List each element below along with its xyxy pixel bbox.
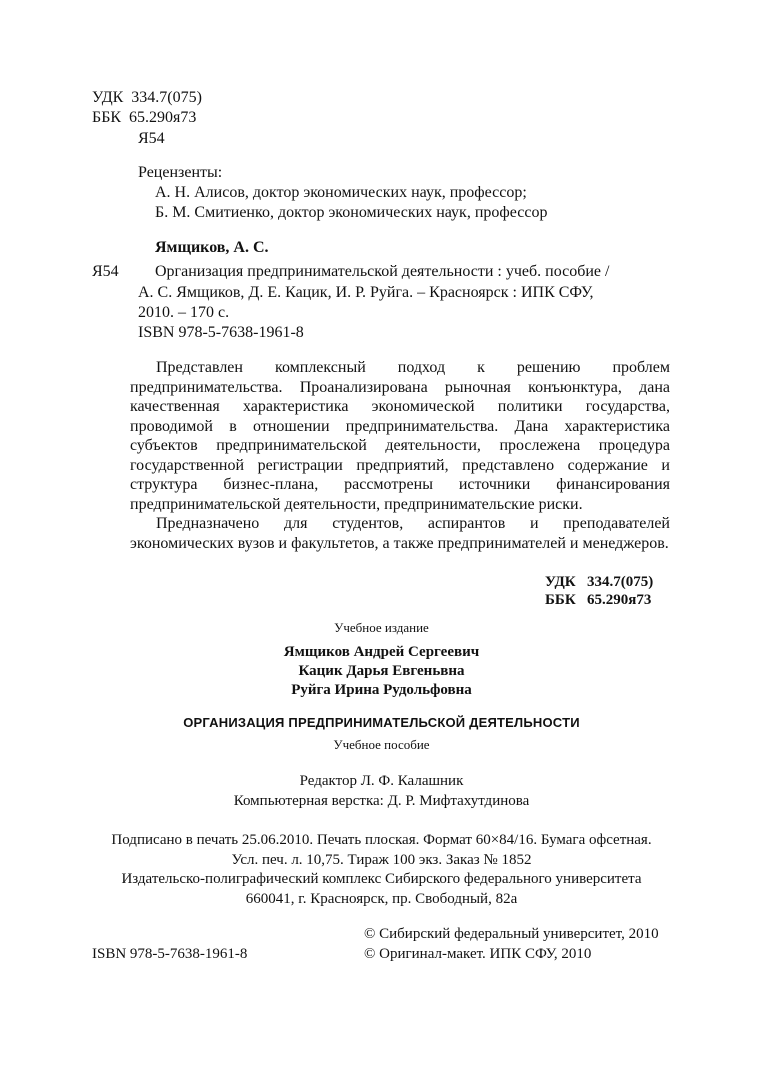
imprint-line: 660041, г. Красноярск, пр. Свободный, 82а [245,891,518,907]
catalog-mark: Я54 [92,263,119,280]
catalog-line: А. С. Ямщиков, Д. Е. Кацик, И. Р. Руйга. – Красноярск : ИПК СФУ, [138,284,594,301]
top-udk [92,88,202,108]
bbk-value: 65.290я73 [129,109,197,126]
author-mark-top: Я54 [138,130,165,147]
author-full-name: Ямщиков Андрей Сергеевич [283,644,480,660]
footer-isbn: ISBN 978-5-7638-1961-8 [92,946,248,962]
author-full-name: Кацик Дарья Евгеньвна [298,663,465,679]
catalog-author: Ямщиков, А. С. [155,239,269,256]
edition-type: Учебное издание [334,620,429,635]
imprint-line: Издательско-полиграфический комплекс Сибирского федерального университета [121,871,642,887]
udk-value: 334.7(075) [131,89,202,106]
staff-line: Компьютерная верстка: Д. Р. Мифтахутдинова [233,793,530,809]
udk-label: УДК [545,574,576,590]
staff-line: Редактор Л. Ф. Калашник [299,773,464,789]
abstract-paragraph: Предназначено для студентов, аспирантов и преподавателей экономических вузов и факультетов, а также предпринимателей и менеджеров. [130,515,670,552]
catalog-line: 2010. – 170 с. [138,304,230,321]
reviewer-item: А. Н. Алисов, доктор экономических наук, профессор; [155,184,527,201]
udk-value: 334.7(075) [586,574,654,590]
author-full-name: Руйга Ирина Рудольфовна [291,682,472,698]
bbk-value: 65.290я73 [586,592,652,608]
book-subtitle: Учебное пособие [333,737,430,752]
imprint-line: Подписано в печать 25.06.2010. Печать плоская. Формат 60×84/16. Бумага офсетная. [111,832,652,848]
bottom-bbk [545,591,651,610]
bottom-udk [545,573,653,592]
catalog-line: Организация предпринимательской деятельности : учеб. пособие / [155,263,610,280]
catalog-isbn: ISBN 978-5-7638-1961-8 [138,324,304,341]
imprint-line: Усл. печ. л. 10,75. Тираж 100 экз. Заказ № 1852 [231,852,532,868]
bbk-label: ББК [92,109,122,126]
top-bbk [92,108,196,128]
copyright-line: © Оригинал-макет. ИПК СФУ, 2010 [364,946,592,962]
udk-label: УДК [92,89,124,106]
book-title: ОРГАНИЗАЦИЯ ПРЕДПРИНИМАТЕЛЬСКОЙ ДЕЯТЕЛЬНОСТИ [183,715,580,730]
abstract-paragraph: Представлен комплексный подход к решению проблем предпринимательства. Проанализирована рыночная конъюнктура, дана качественная характеристика экономической политики государства, проводимой в отношении предпринимательства. Дана характеристика субъектов предпринимательской деятельности, прослежена процедура государственной регистрации предприятий, представлено содержание и структура бизнес-плана, рассмотрены источники финансирования предпринимательской деятельности, предпринимательские риски. [130,359,670,513]
reviewers-heading: Рецензенты: [138,164,223,181]
reviewer-item: Б. М. Смитиенко, доктор экономических наук, профессор [155,204,548,221]
copyright-line: © Сибирский федеральный университет, 2010 [364,926,659,942]
bbk-label: ББК [545,592,576,608]
abstract [130,358,670,553]
